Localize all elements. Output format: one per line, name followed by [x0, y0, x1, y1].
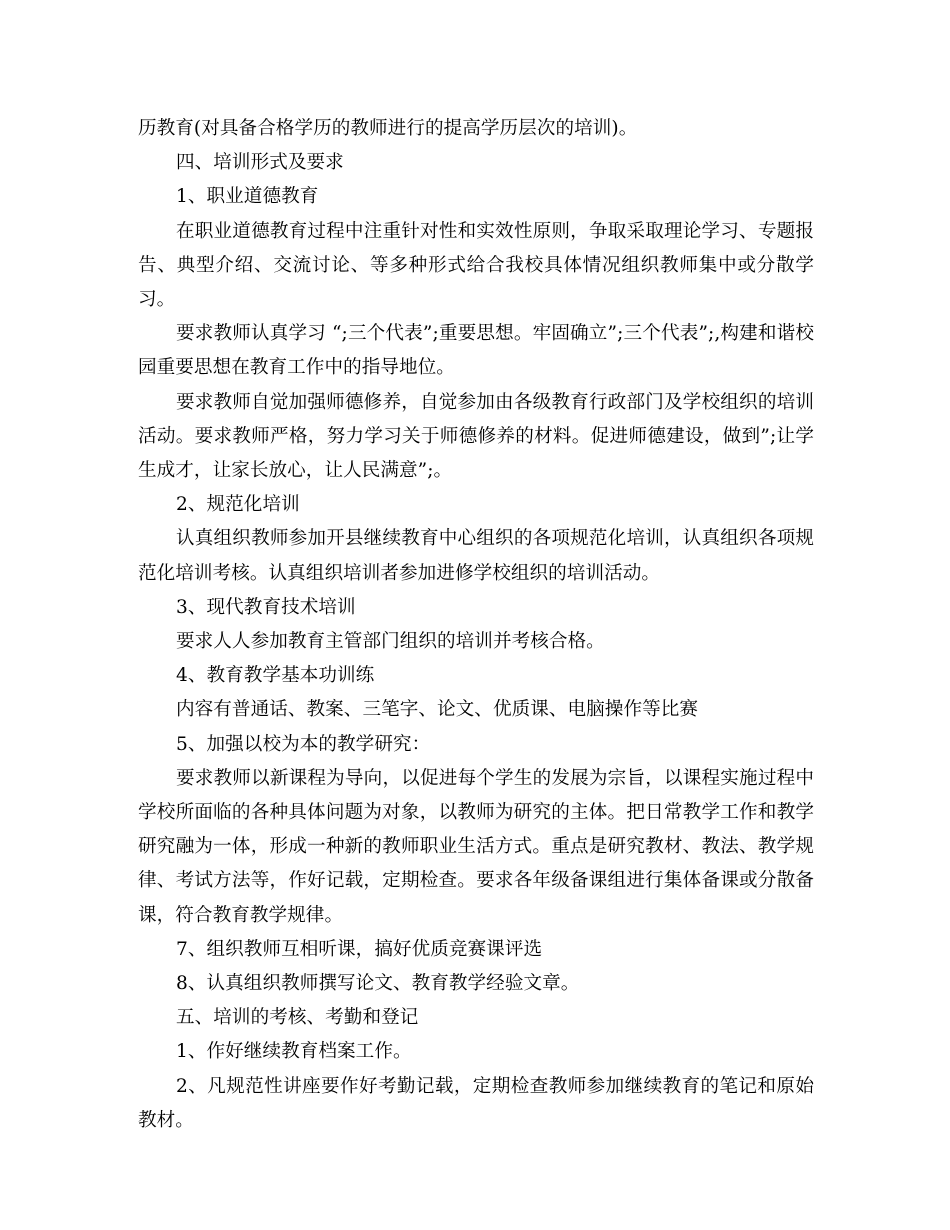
paragraph-ethics-self-cultivation: 要求教师自觉加强师德修养，自觉参加由各级教育行政部门及学校组织的培训活动。要求教师严格，努力学习关于师德修养的材料。促进师德建设，做到”;让学生成才，让家长放心，让人民满意”;。 — [138, 391, 814, 482]
paragraph-ethics-principles: 在职业道德教育过程中注重针对性和实效性原则，争取采取理论学习、专题报告、典型介绍、交流讨论、等多种形式给合我校具体情况组织教师集中或分散学习。 — [138, 220, 814, 311]
subheading-basic-skills: 4、教育教学基本功训练 — [176, 665, 375, 687]
paragraph-standard-training: 认真组织教师参加开县继续教育中心组织的各项规范化培训，认真组织各项规范化培训考核。认真组织培训者参加进修学校组织的培训活动。 — [138, 528, 814, 584]
paragraph-school-research: 要求教师以新课程为导向，以促进每个学生的发展为宗旨，以课程实施过程中学校所面临的各种具体问题为对象，以教师为研究的主体。把日常教学工作和教学研究融为一体，形成一种新的教师职业生活方式。重点是研究教材、教法、教学规律、考试方法等，作好记载，定期检查。要求各年级备课组进行集体备课或分散备课，符合教育教学规律。 — [138, 767, 814, 926]
section-heading-assessment: 五、培训的考核、考勤和登记 — [176, 1007, 419, 1029]
list-item-peer-observation: 7、组织教师互相听课，搞好优质竞赛课评选 — [176, 938, 543, 960]
paragraph-continuation: 历教育(对具备合格学历的教师进行的提高学历层次的培训)。 — [138, 118, 638, 139]
subheading-school-research: 5、加强以校为本的教学研究： — [176, 733, 431, 755]
paragraph-ethics-study: 要求教师认真学习 “;三个代表”;重要思想。牢固确立”;三个代表”;,构建和谐校园重要思想在教育工作中的指导地位。 — [138, 323, 814, 379]
subheading-ethics-education: 1、职业道德教育 — [176, 186, 319, 208]
list-item-paper-writing: 8、认真组织教师撰写论文、教育教学经验文章。 — [176, 973, 580, 995]
document-body — [138, 112, 814, 1138]
subheading-standard-training: 2、规范化培训 — [176, 494, 300, 516]
list-item-attendance: 2、凡规范性讲座要作好考勤记载，定期检查教师参加继续教育的笔记和原始教材。 — [138, 1075, 814, 1131]
section-heading-training-forms: 四、培训形式及要求 — [176, 152, 344, 174]
paragraph-basic-skills: 内容有普通话、教案、三笔字、论文、优质课、电脑操作等比赛 — [176, 699, 699, 721]
paragraph-tech-training: 要求人人参加教育主管部门组织的培训并考核合格。 — [176, 631, 605, 653]
list-item-archive: 1、作好继续教育档案工作。 — [176, 1041, 412, 1063]
subheading-tech-training: 3、现代教育技术培训 — [176, 596, 356, 618]
